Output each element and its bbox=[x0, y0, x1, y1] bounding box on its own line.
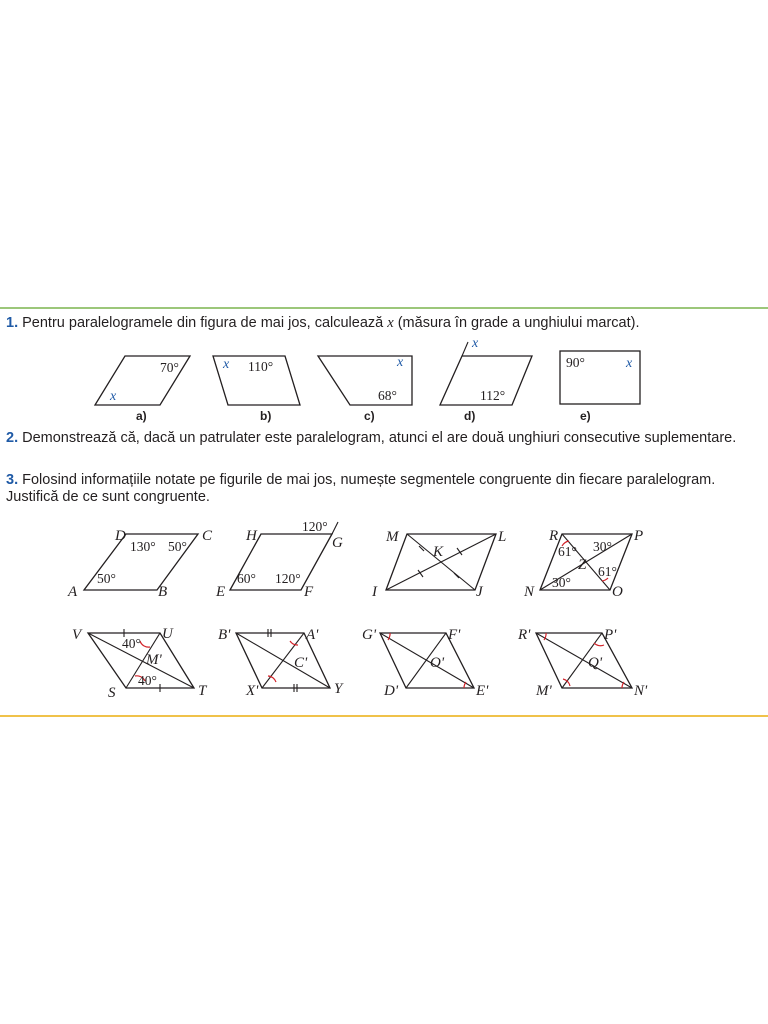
vertex-label: C bbox=[202, 528, 213, 544]
figure-1a bbox=[95, 356, 190, 423]
vertex-label: V bbox=[72, 627, 82, 643]
exercise-number: 1. bbox=[6, 315, 19, 331]
vertex-label: C' bbox=[294, 655, 308, 671]
figure-VUST bbox=[72, 626, 208, 701]
vertex-label: A bbox=[68, 584, 78, 600]
figure-1c bbox=[318, 355, 412, 423]
figure-GFDE bbox=[362, 627, 489, 699]
vertex-label: R bbox=[549, 528, 559, 544]
angle-label: 61° bbox=[558, 544, 577, 559]
exercise-text: Folosind informațiile notate pe figurile de mai jos, numește segmentele congruente din fiecare paralelogram. Justifică de ce sunt congruente. bbox=[6, 472, 716, 505]
angle-label: 120° bbox=[302, 519, 328, 534]
vertex-label: N bbox=[524, 584, 535, 600]
figure-BAXY bbox=[218, 627, 344, 699]
vertex-label: O bbox=[612, 584, 623, 600]
angle-label: 61° bbox=[598, 564, 617, 579]
angle-label: 120° bbox=[275, 571, 301, 586]
angle-label: 30° bbox=[552, 575, 571, 590]
angle-label: 50° bbox=[168, 539, 187, 554]
figure-caption: b) bbox=[260, 409, 272, 423]
vertex-label: M' bbox=[536, 683, 552, 699]
exercise-text-end: (măsura în grade a unghiului marcat). bbox=[393, 315, 640, 331]
vertex-label: N' bbox=[634, 683, 648, 699]
angle-label: 40° bbox=[122, 636, 141, 651]
vertex-label: T bbox=[198, 683, 207, 699]
figure-HGEF bbox=[215, 519, 343, 600]
vertex-label: L bbox=[498, 529, 507, 545]
vertex-label: H bbox=[246, 528, 257, 544]
exercise-text: Pentru paralelogramele din figura de mai jos, calculează bbox=[22, 315, 388, 331]
vertex-label: K bbox=[433, 544, 444, 560]
angle-label: 60° bbox=[237, 571, 256, 586]
vertex-label: S bbox=[108, 685, 116, 701]
vertex-label: A' bbox=[306, 627, 319, 643]
vertex-label: B bbox=[158, 584, 168, 600]
vertex-label: D' bbox=[384, 683, 399, 699]
figure-RPNO bbox=[523, 528, 643, 600]
vertex-label: E bbox=[216, 584, 226, 600]
vertex-label: J bbox=[476, 584, 483, 600]
angle-label: x bbox=[397, 355, 404, 370]
angle-label: 110° bbox=[248, 359, 274, 374]
vertex-label: R' bbox=[518, 627, 531, 643]
vertex-label: F' bbox=[448, 627, 461, 643]
vertex-label: Y bbox=[334, 681, 343, 697]
angle-label: 90° bbox=[566, 355, 585, 370]
vertex-label: F bbox=[304, 584, 314, 600]
angle-label: 70° bbox=[160, 360, 179, 375]
vertex-label: D bbox=[115, 528, 126, 544]
figure-1b bbox=[213, 356, 300, 423]
angle-label: x bbox=[223, 357, 230, 372]
angle-label: 68° bbox=[378, 388, 397, 403]
exercise-number: 2. bbox=[6, 430, 19, 446]
exercise-text: Demonstrează că, dacă un patrulater este paralelogram, atunci el are două unghiuri consecutive suplementare. bbox=[22, 430, 737, 446]
vertex-label: E' bbox=[476, 683, 489, 699]
figure-caption: a) bbox=[136, 409, 147, 423]
exercise-number: 3. bbox=[6, 472, 19, 488]
vertex-label: P' bbox=[604, 627, 617, 643]
angle-label: x bbox=[110, 389, 117, 404]
angle-label: 112° bbox=[480, 388, 506, 403]
vertex-label: P bbox=[634, 528, 644, 544]
angle-label: 40° bbox=[138, 673, 157, 688]
vertex-label: I bbox=[372, 584, 377, 600]
variable-x: x bbox=[387, 315, 394, 331]
vertex-label: Z bbox=[578, 557, 587, 573]
section-divider-bottom bbox=[0, 715, 768, 717]
vertex-label: G' bbox=[362, 627, 377, 643]
vertex-label: M' bbox=[146, 652, 162, 668]
angle-label: 30° bbox=[593, 539, 612, 554]
figure-1d bbox=[440, 336, 532, 423]
vertex-label: M bbox=[386, 529, 399, 545]
figure-DCAB bbox=[67, 528, 213, 600]
angle-label: 50° bbox=[97, 571, 116, 586]
figure-RPMN bbox=[517, 627, 648, 699]
figure-MLIJ bbox=[371, 529, 506, 600]
figure-caption: c) bbox=[364, 409, 375, 423]
figure-caption: e) bbox=[580, 409, 591, 423]
figure-caption: d) bbox=[464, 409, 476, 423]
angle-label: x bbox=[472, 336, 479, 351]
vertex-label: B' bbox=[218, 627, 231, 643]
angle-label: 130° bbox=[130, 539, 156, 554]
vertex-label: G bbox=[332, 535, 343, 551]
figure-1e bbox=[560, 351, 640, 423]
vertex-label: U bbox=[162, 626, 173, 642]
vertex-label: O' bbox=[430, 655, 445, 671]
vertex-label: X' bbox=[246, 683, 259, 699]
vertex-label: Q' bbox=[588, 655, 603, 671]
angle-label: x bbox=[626, 356, 633, 371]
